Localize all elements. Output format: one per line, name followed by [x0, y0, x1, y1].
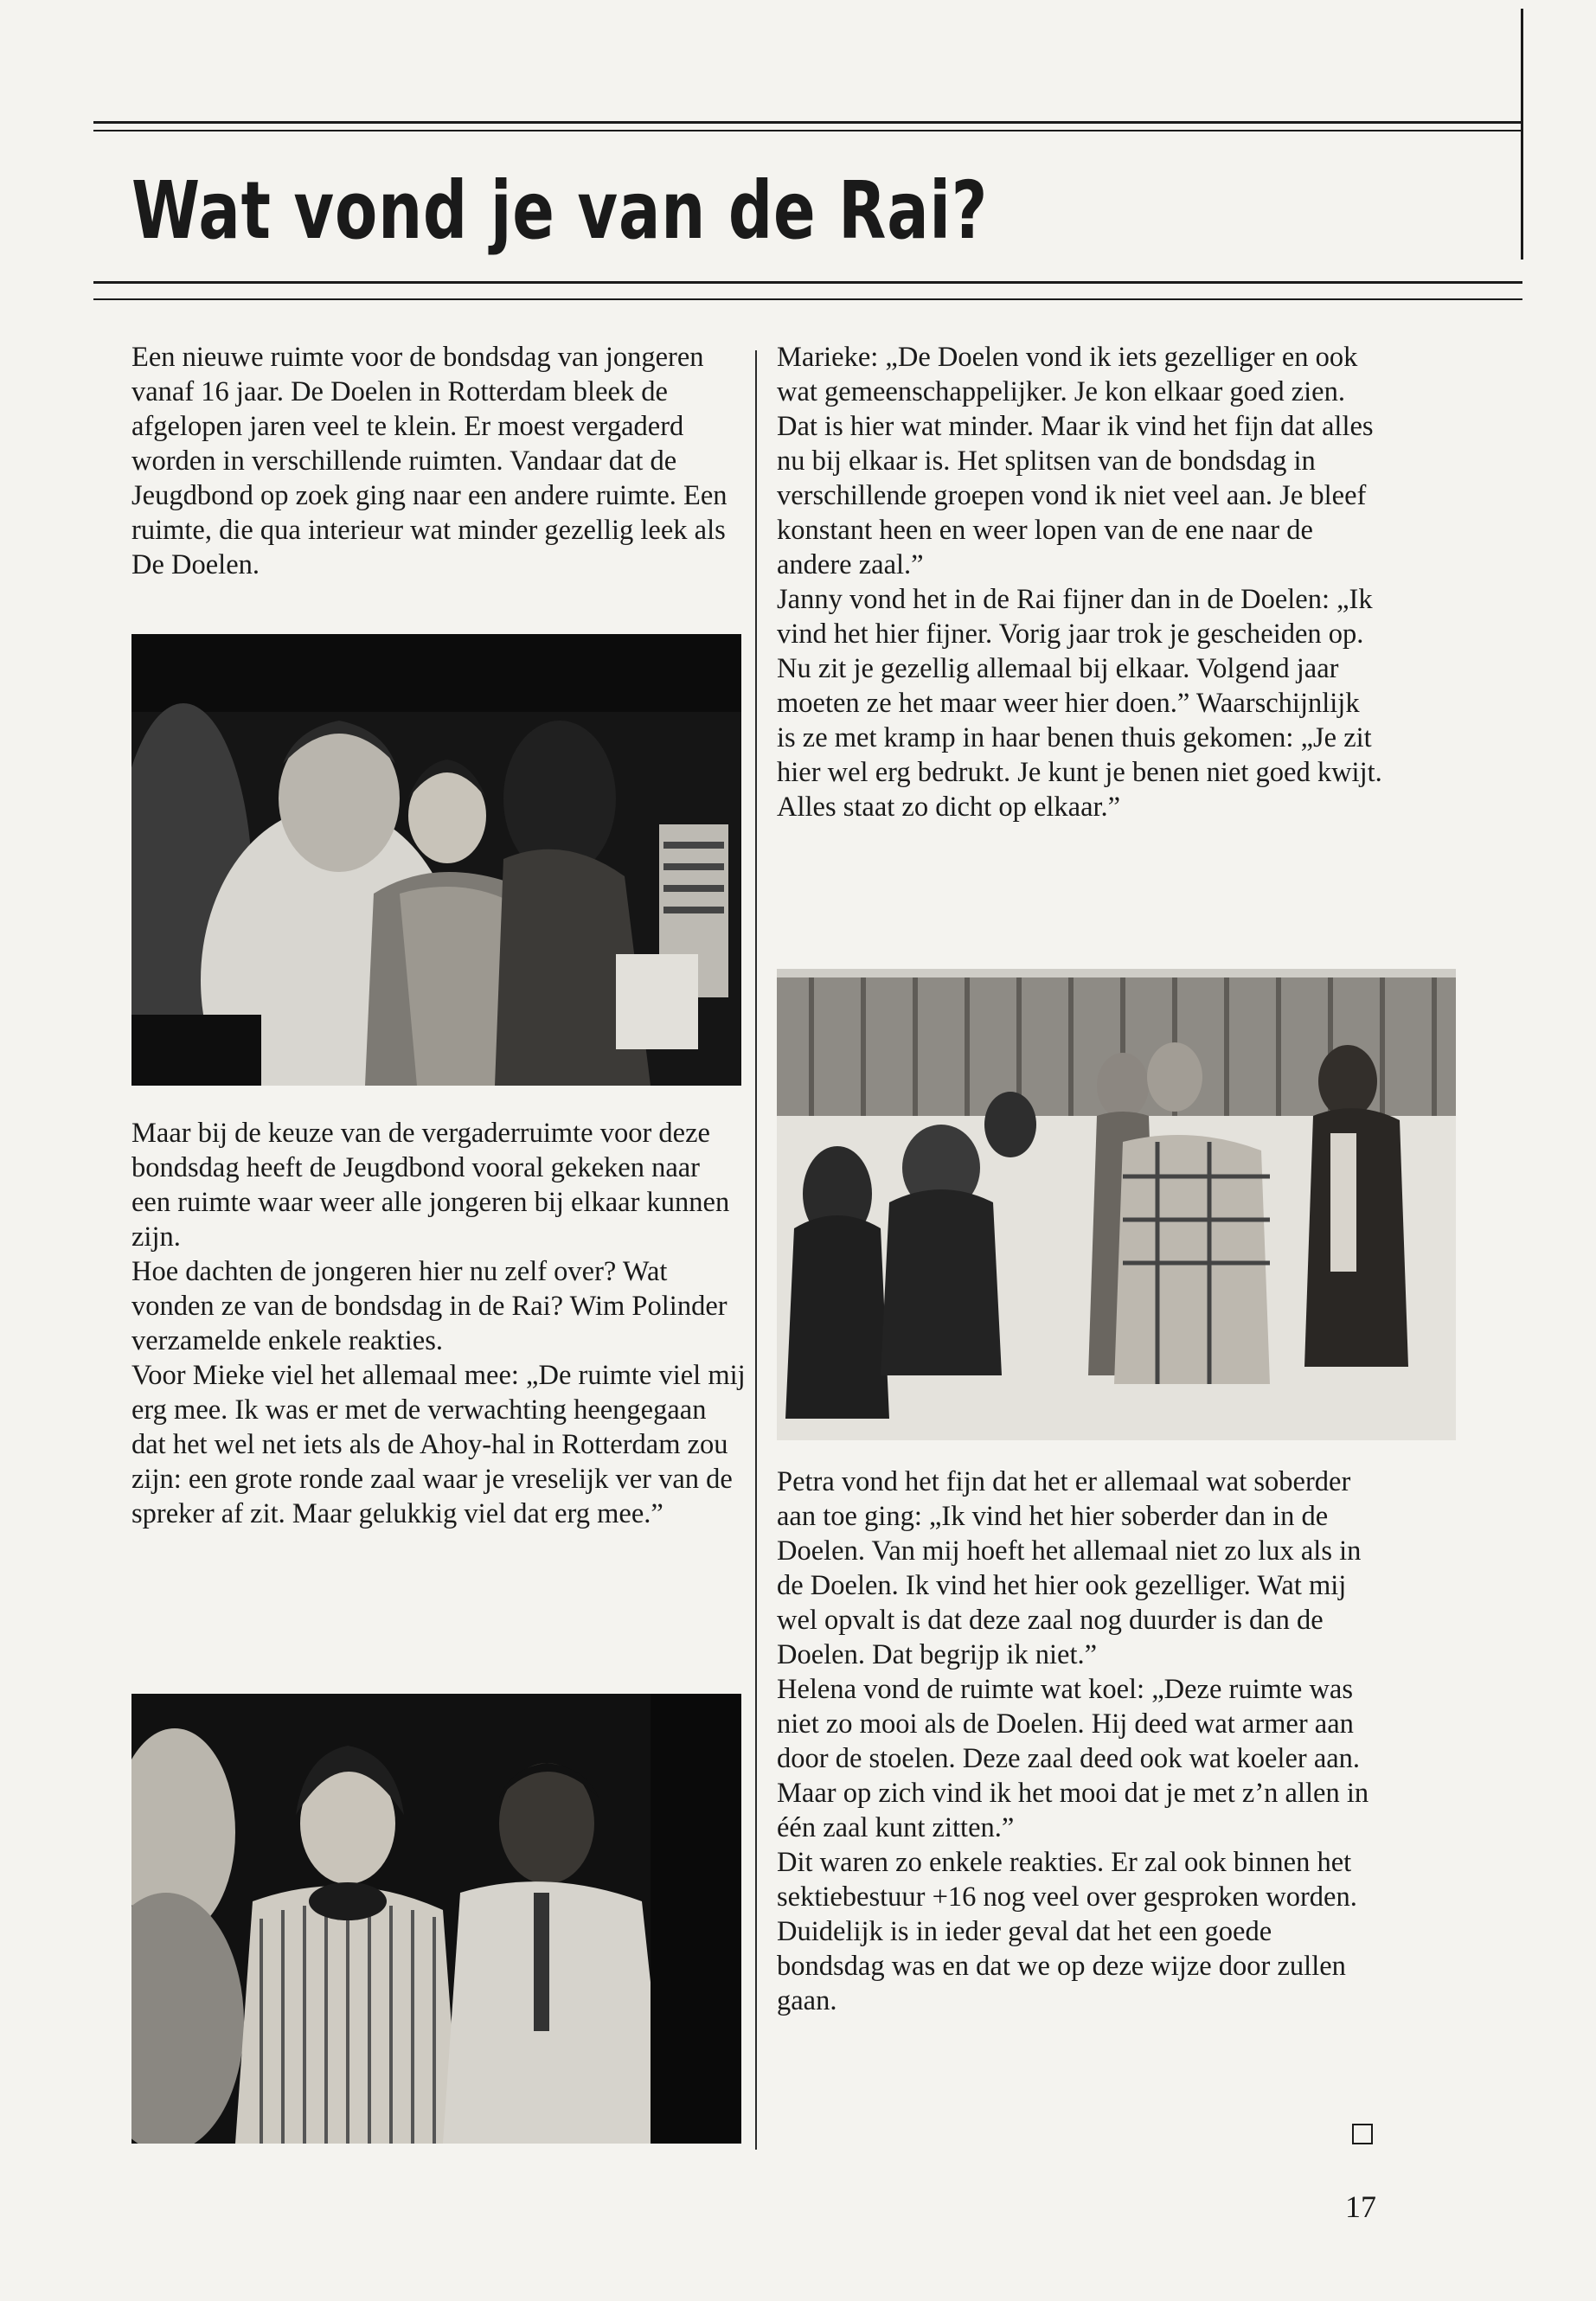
right-top-text — [777, 340, 1382, 824]
title-top-rule-thin — [93, 130, 1522, 131]
paragraph-marieke: Marieke: „De Doelen vond ik iets gezelliger en ook wat gemeenschappelijker. Je kon elkaar goed zien. Dat is hier wat minder. Maar ik vind het fijn dat alles nu bij elkaar is. Het splitsen van de bondsdag in verschillende groepen vond ik niet veel aan. Je bleef konstant heen en weer lopen van de ene naar de andere zaal.” — [777, 342, 1374, 580]
end-of-article-icon — [1352, 2124, 1373, 2144]
paragraph-helena: Helena vond de ruimte wat koel: „Deze ruimte was niet zo mooi als de Doelen. Hij deed wat armer aan door de stoelen. Deze zaal deed ook wat koeler aan. Maar op zich vind ik het mooi dat je met z’n allen in één zaal kunt zitten.” — [777, 1674, 1369, 1843]
title-top-rule — [93, 121, 1522, 124]
right-bottom-text — [777, 1465, 1382, 2018]
paragraph-petra: Petra vond het fijn dat het er allemaal wat soberder aan toe ging: „Ik vind het hier soberder dan in de Doelen. Van mij hoeft het allemaal niet zo lux als in de Doelen. Ik vind het hier ook gezelliger. Wat mij wel opvalt is dat deze zaal nog duurder is dan de Doelen. Dat begrijp ik niet.” — [777, 1466, 1362, 1670]
title-bottom-rule — [93, 281, 1522, 284]
paragraph-hoe-dachten: Hoe dachten de jongeren hier nu zelf over? Wat vonden ze van de bondsdag in de Rai? Wim Polinder verzamelde enkele reakties. — [131, 1256, 727, 1356]
paragraph-conclusion: Dit waren zo enkele reakties. Er zal ook binnen het sektiebestuur +16 nog veel over gesproken worden. Duidelijk is in ieder geval dat het een goede bondsdag was en dat we op deze wijze door zullen gaan. — [777, 1847, 1357, 2016]
article-title: Wat vond je van de Rai? — [131, 164, 989, 257]
column-divider — [755, 350, 757, 2150]
page-number: 17 — [1345, 2189, 1376, 2224]
photo-group-youths — [131, 634, 741, 1086]
paragraph-mieke: Voor Mieke viel het allemaal mee: „De ruimte viel mij erg mee. Ik was er met de verwachting heengegaan dat het wel net iets als de Ahoy-hal in Rotterdam zou zijn: een grote ronde zaal waar je vreselijk ver van de spreker af zit. Maar gelukkig viel dat erg mee.” — [131, 1360, 746, 1529]
intro-paragraph — [131, 340, 737, 582]
title-bottom-rule-thin — [93, 298, 1522, 300]
paragraph-keuze: Maar bij de keuze van de vergaderruimte voor deze bondsdag heeft de Jeugdbond vooral gekeken naar een ruimte waar weer alle jongeren bij elkaar kunnen zijn. — [131, 1118, 730, 1253]
intro-text: Een nieuwe ruimte voor de bondsdag van jongeren vanaf 16 jaar. De Doelen in Rotterdam bleek de afgelopen jaren veel te klein. Er moest vergaderd worden in verschillende ruimten. Vandaar dat de Jeugdbond op zoek ging naar een andere ruimte. Een ruimte, die qua interieur wat minder gezellig leek als De Doelen. — [131, 342, 727, 580]
paragraph-janny: Janny vond het in de Rai fijner dan in de Doelen: „Ik vind het hier fijner. Vorig jaar trok je gescheiden op. Nu zit je gezellig allemaal bij elkaar. Volgend jaar moeten ze het maar weer hier doen.” Waarschijnlijk is ze met kramp in haar benen thuis gekomen: „Je zit hier wel erg bedrukt. Je kunt je benen niet goed kwijt. Alles staat zo dicht op elkaar.” — [777, 584, 1382, 823]
left-middle-text — [131, 1116, 746, 1531]
photo-outdoor-group — [777, 969, 1456, 1440]
photo-conversation — [131, 1694, 741, 2144]
page-edge-line — [1521, 9, 1523, 260]
